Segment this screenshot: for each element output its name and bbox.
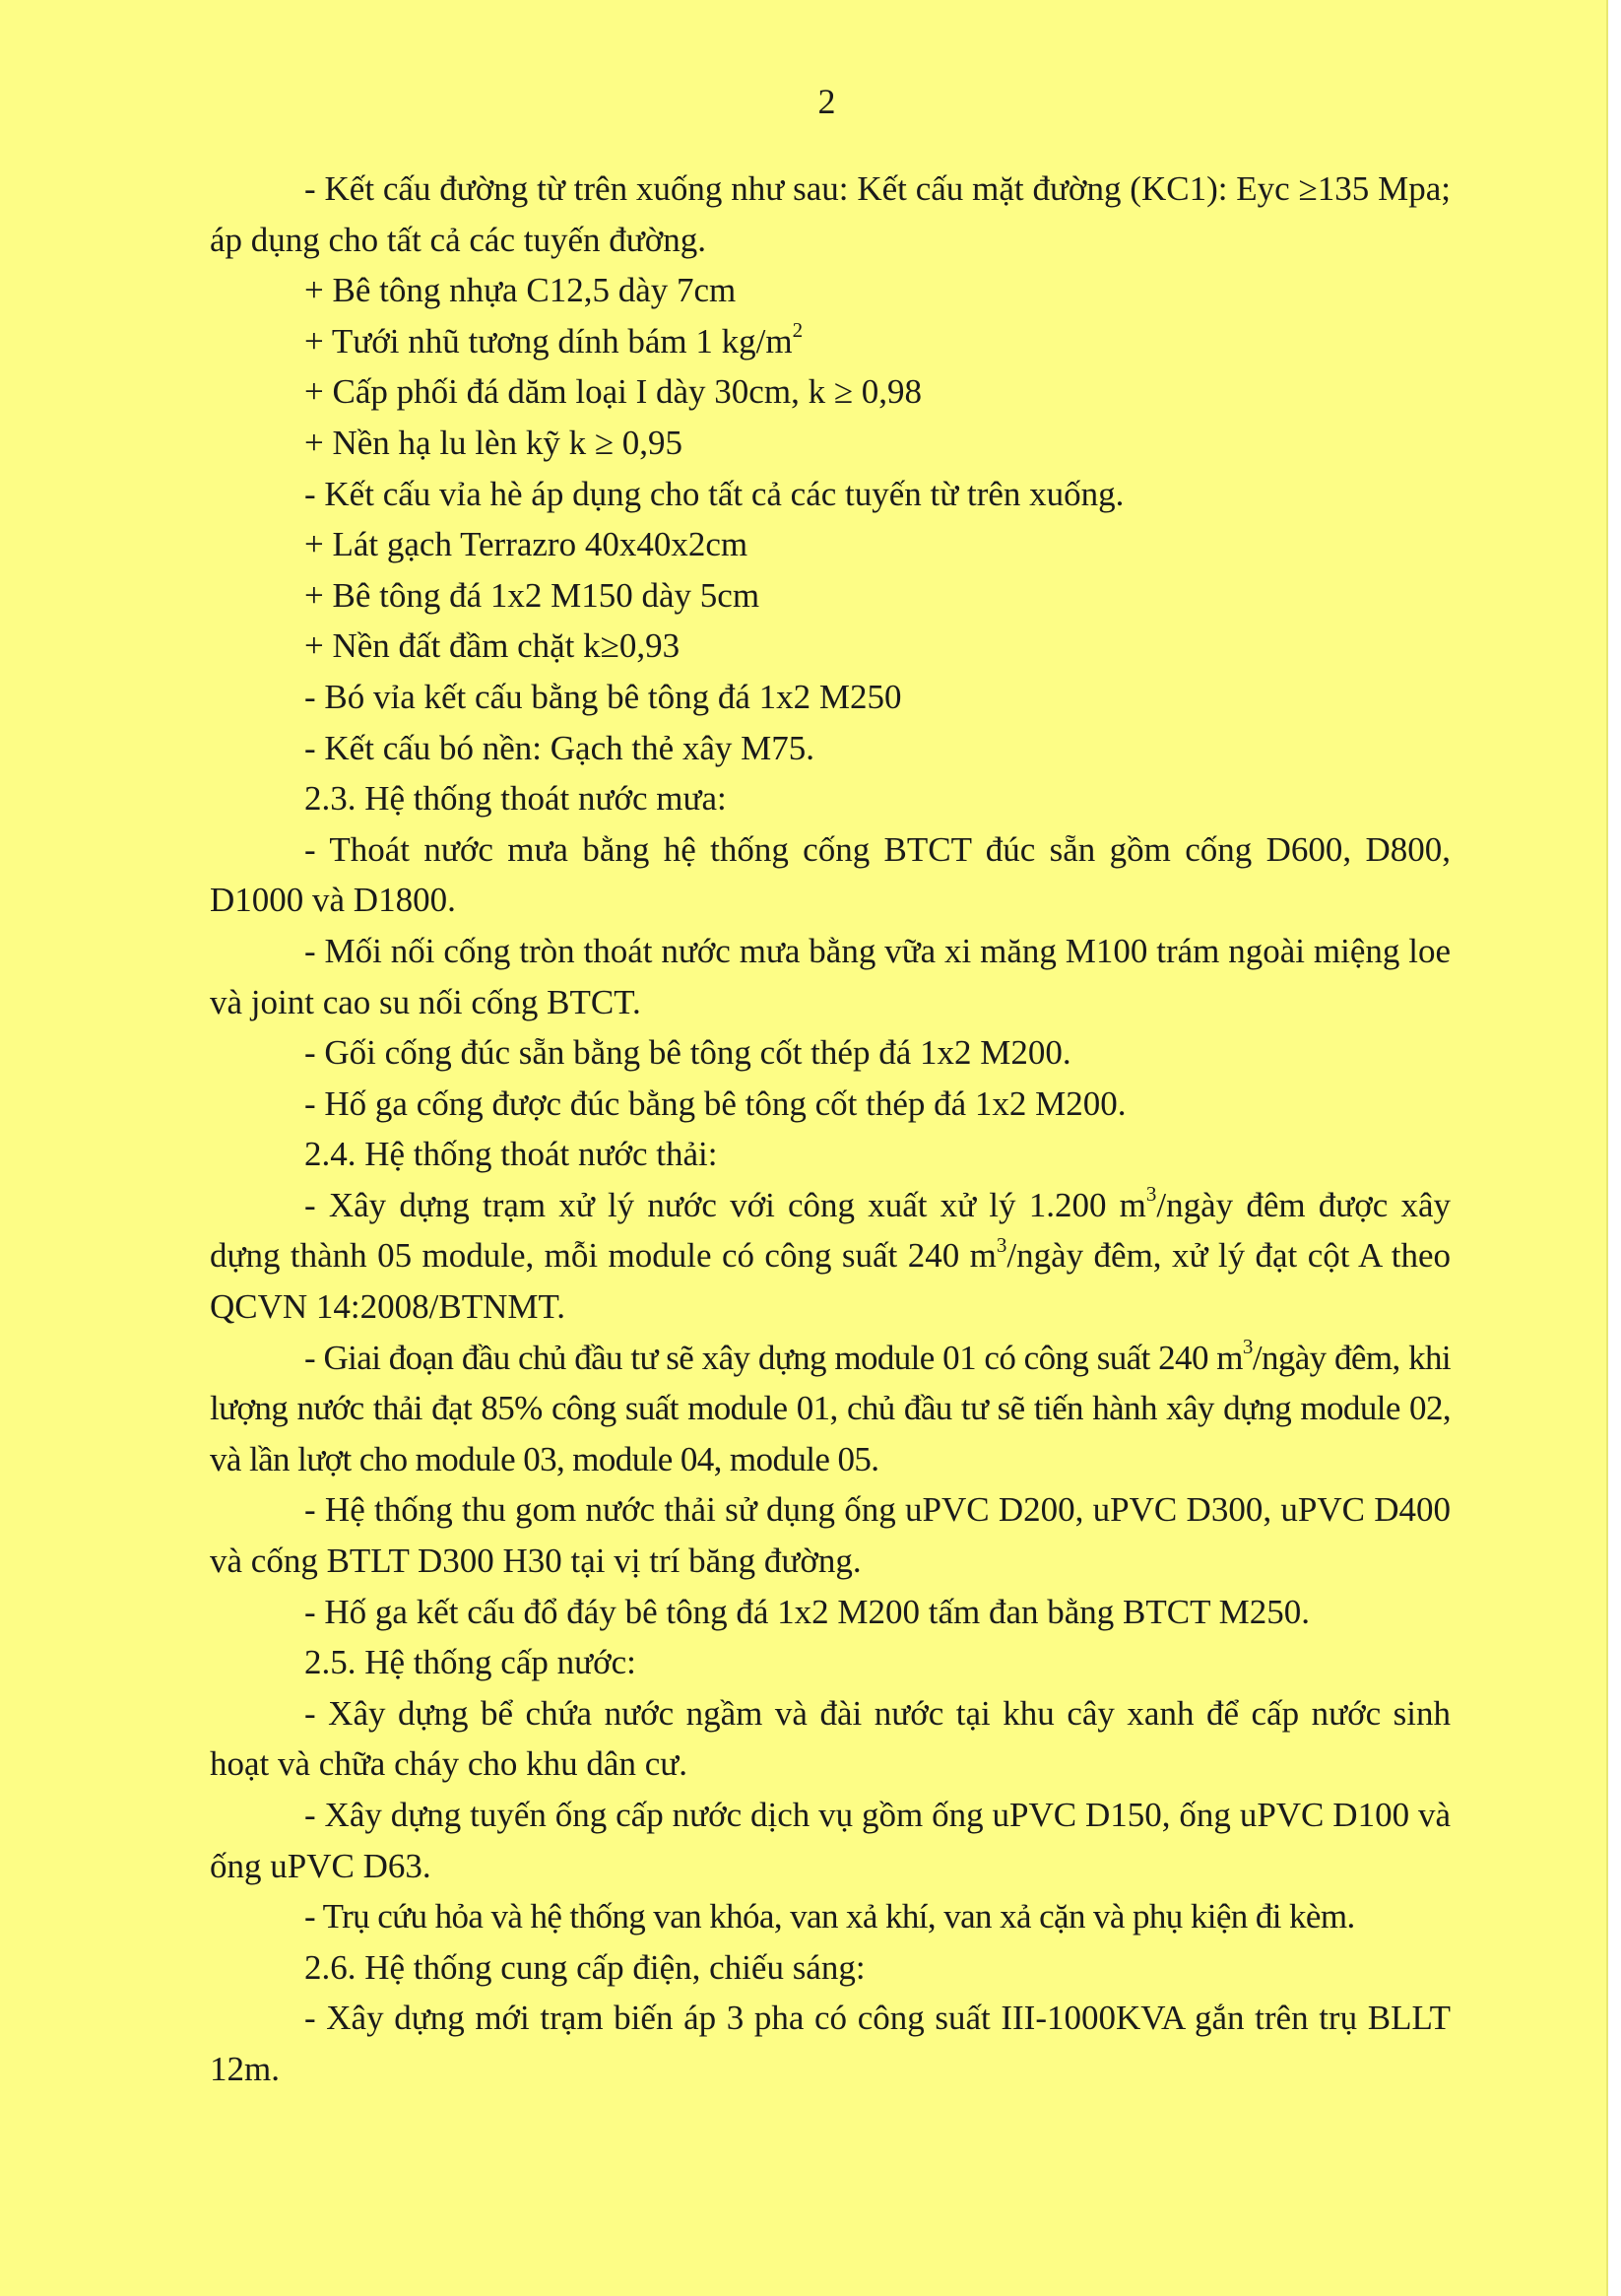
page-number: 2 <box>817 82 836 121</box>
superscript: 3 <box>1145 1182 1157 1207</box>
text-run: - Giai đoạn đầu chủ đầu tư sẽ xây dựng module 01 có công suất 240 m <box>304 1338 1243 1377</box>
document-body <box>210 164 1451 2095</box>
paragraph-manholes: - Hố ga cống được đúc bằng bê tông cốt thép đá 1x2 M200. <box>304 1083 1127 1123</box>
paragraph-culvert-joints: - Mối nối cống tròn thoát nước mưa bằng vữa xi măng M100 trám ngoài miệng loe và joint cao su nối cống BTCT. <box>210 931 1451 1021</box>
heading-wastewater-drainage: 2.4. Hệ thống thoát nước thải: <box>304 1135 718 1174</box>
paragraph-supply-pipes: - Xây dựng tuyến ống cấp nước dịch vụ gồm ống uPVC D150, ống uPVC D100 và ống uPVC D63. <box>210 1796 1451 1885</box>
paragraph-curb: - Bó vỉa kết cấu bằng bê tông đá 1x2 M250 <box>304 677 902 716</box>
heading-rainwater-drainage: 2.3. Hệ thống thoát nước mưa: <box>304 779 727 819</box>
paragraph-rainwater-culverts: - Thoát nước mưa bằng hệ thống cống BTCT đúc sẵn gồm cống D600, D800, D1000 và D1800. <box>210 829 1451 920</box>
paragraph-water-tanks: - Xây dựng bể chứa nước ngầm và đài nước tại khu cây xanh để cấp nước sinh hoạt và chữa cháy cho khu dân cư. <box>210 1693 1451 1784</box>
paragraph-treatment-plant <box>210 1180 1451 1333</box>
text-run: - Xây dựng trạm xử lý nước với công xuất xử lý 1.200 m <box>304 1185 1146 1224</box>
heading-water-supply: 2.5. Hệ thống cấp nước: <box>304 1643 636 1682</box>
paragraph-subgrade: + Nền hạ lu lèn kỹ k ≥ 0,95 <box>304 423 683 462</box>
paragraph-culvert-supports: - Gối cống đúc sẵn bằng bê tông cốt thép đá 1x2 M200. <box>304 1033 1071 1073</box>
paragraph-terrazzo-tile: + Lát gạch Terrazro 40x40x2cm <box>304 525 748 564</box>
paragraph-emulsion-layer <box>210 316 1451 367</box>
text-run: /ngày đêm được xây dựng thành 05 module, mỗi module có công suất 240 m <box>210 1185 1451 1276</box>
paragraph-wastewater-manholes: - Hố ga kết cấu đổ đáy bê tông đá 1x2 M200 tấm đan bằng BTCT M250. <box>304 1592 1310 1631</box>
paragraph-wastewater-pipes: - Hệ thống thu gom nước thải sử dụng ống uPVC D200, uPVC D300, uPVC D400 và cống BTLT D300 H30 tại vị trí băng đường. <box>210 1490 1451 1581</box>
paragraph-foundation-curb: - Kết cấu bó nền: Gạch thẻ xây M75. <box>304 728 815 767</box>
paragraph-sidewalk-structure: - Kết cấu vỉa hè áp dụng cho tất cả các tuyến từ trên xuống. <box>304 474 1125 513</box>
text-run: + Tưới nhũ tương dính bám 1 kg/m <box>304 321 793 361</box>
superscript: 2 <box>792 317 804 342</box>
paragraph-aggregate-layer: + Cấp phối đá dăm loại I dày 30cm, k ≥ 0,98 <box>304 372 923 412</box>
paragraph-road-structure: - Kết cấu đường từ trên xuống như sau: Kết cấu mặt đường (KC1): Eyc ≥135 Mpa; áp dụng cho tất cả các tuyến đường. <box>210 169 1451 259</box>
text-run: /ngày đêm, xử lý đạt cột A theo QCVN 14:2008/BTNMT. <box>210 1236 1451 1327</box>
paragraph-phased-construction <box>210 1333 1451 1485</box>
paragraph-fire-hydrants: - Trụ cứu hỏa và hệ thống van khóa, van xả khí, van xả cặn và phụ kiện đi kèm. <box>304 1897 1355 1936</box>
paragraph-transformer-station: - Xây dựng mới trạm biến áp 3 pha có công suất III-1000KVA gắn trên trụ BLLT 12m. <box>210 1999 1451 2088</box>
text-run: /ngày đêm, khi lượng nước thải đạt 85% công suất module 01, chủ đầu tư sẽ tiến hành xây dựng module 02, và lần lượt cho module 03, module 04, module 05. <box>210 1338 1451 1478</box>
paragraph-compacted-soil: + Nền đất đầm chặt k≥0,93 <box>304 626 681 666</box>
heading-power-lighting: 2.6. Hệ thống cung cấp điện, chiếu sáng: <box>304 1947 866 1987</box>
paragraph-concrete-base: + Bê tông đá 1x2 M150 dày 5cm <box>304 575 760 615</box>
paragraph-asphalt-layer: + Bê tông nhựa C12,5 dày 7cm <box>304 271 737 310</box>
superscript: 3 <box>996 1232 1007 1257</box>
superscript: 3 <box>1242 1334 1253 1358</box>
